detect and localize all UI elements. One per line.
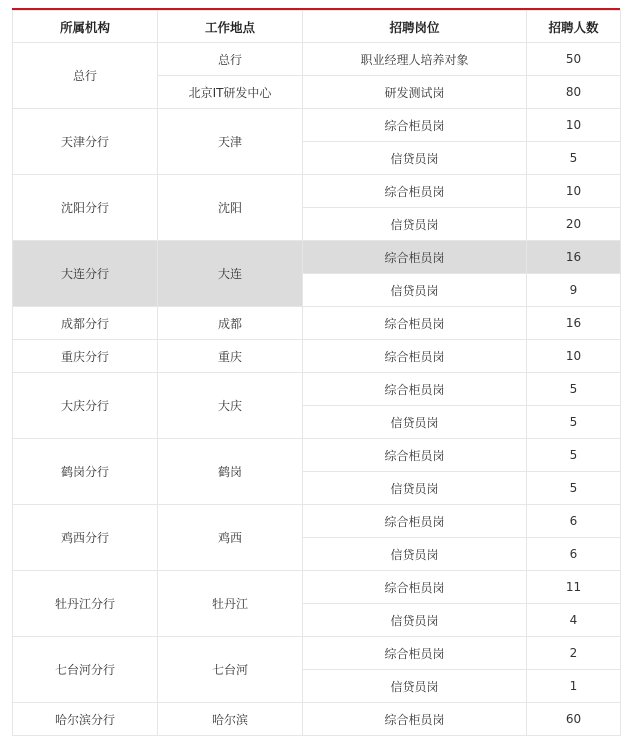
cell-count: 1 [527, 670, 621, 703]
cell-count: 5 [527, 142, 621, 175]
cell-count: 5 [527, 406, 621, 439]
cell-location: 成都 [158, 307, 303, 340]
recruitment-table-container [12, 8, 620, 736]
cell-count: 10 [527, 340, 621, 373]
cell-org: 大连分行 [13, 241, 158, 307]
cell-position: 信贷员岗 [303, 274, 527, 307]
cell-location: 总行 [158, 43, 303, 76]
cell-org: 大庆分行 [13, 373, 158, 439]
cell-position: 综合柜员岗 [303, 439, 527, 472]
cell-position: 综合柜员岗 [303, 307, 527, 340]
table-row [13, 241, 621, 274]
cell-count: 9 [527, 274, 621, 307]
cell-position: 信贷员岗 [303, 142, 527, 175]
cell-count: 16 [527, 307, 621, 340]
cell-location: 天津 [158, 109, 303, 175]
cell-position: 综合柜员岗 [303, 571, 527, 604]
cell-org: 鹤岗分行 [13, 439, 158, 505]
cell-org: 哈尔滨分行 [13, 703, 158, 736]
cell-position: 综合柜员岗 [303, 175, 527, 208]
cell-count: 6 [527, 505, 621, 538]
cell-count: 20 [527, 208, 621, 241]
cell-position: 信贷员岗 [303, 208, 527, 241]
cell-org: 天津分行 [13, 109, 158, 175]
cell-count: 5 [527, 472, 621, 505]
cell-location: 鹤岗 [158, 439, 303, 505]
cell-position: 信贷员岗 [303, 670, 527, 703]
cell-org: 鸡西分行 [13, 505, 158, 571]
cell-location: 重庆 [158, 340, 303, 373]
table-row [13, 307, 621, 340]
cell-location: 哈尔滨 [158, 703, 303, 736]
table-row [13, 109, 621, 142]
table-row [13, 637, 621, 670]
cell-org: 总行 [13, 43, 158, 109]
table-row [13, 175, 621, 208]
cell-position: 职业经理人培养对象 [303, 43, 527, 76]
cell-position: 综合柜员岗 [303, 373, 527, 406]
cell-count: 6 [527, 538, 621, 571]
table-row [13, 703, 621, 736]
cell-count: 11 [527, 571, 621, 604]
cell-count: 2 [527, 637, 621, 670]
cell-org: 七台河分行 [13, 637, 158, 703]
table-row [13, 571, 621, 604]
cell-count: 50 [527, 43, 621, 76]
header-count: 招聘人数 [527, 11, 621, 43]
cell-count: 5 [527, 439, 621, 472]
table-row [13, 505, 621, 538]
cell-position: 研发测试岗 [303, 76, 527, 109]
cell-position: 信贷员岗 [303, 604, 527, 637]
table-row [13, 340, 621, 373]
cell-location: 沈阳 [158, 175, 303, 241]
cell-position: 信贷员岗 [303, 406, 527, 439]
cell-position: 综合柜员岗 [303, 109, 527, 142]
cell-location: 大庆 [158, 373, 303, 439]
cell-org: 沈阳分行 [13, 175, 158, 241]
cell-count: 80 [527, 76, 621, 109]
table-row [13, 373, 621, 406]
cell-position: 综合柜员岗 [303, 505, 527, 538]
cell-position: 综合柜员岗 [303, 340, 527, 373]
header-location: 工作地点 [158, 11, 303, 43]
cell-position: 综合柜员岗 [303, 703, 527, 736]
cell-position: 综合柜员岗 [303, 241, 527, 274]
cell-org: 牡丹江分行 [13, 571, 158, 637]
cell-location: 鸡西 [158, 505, 303, 571]
cell-count: 10 [527, 175, 621, 208]
cell-location: 北京IT研发中心 [158, 76, 303, 109]
table-body [13, 43, 621, 736]
table-row [13, 43, 621, 76]
header-org: 所属机构 [13, 11, 158, 43]
cell-position: 综合柜员岗 [303, 637, 527, 670]
header-position: 招聘岗位 [303, 11, 527, 43]
recruitment-table [12, 10, 621, 736]
cell-count: 16 [527, 241, 621, 274]
cell-org: 重庆分行 [13, 340, 158, 373]
cell-location: 七台河 [158, 637, 303, 703]
cell-position: 信贷员岗 [303, 538, 527, 571]
cell-count: 4 [527, 604, 621, 637]
cell-count: 60 [527, 703, 621, 736]
cell-count: 5 [527, 373, 621, 406]
header-row [13, 11, 621, 43]
cell-count: 10 [527, 109, 621, 142]
cell-position: 信贷员岗 [303, 472, 527, 505]
cell-org: 成都分行 [13, 307, 158, 340]
table-row [13, 439, 621, 472]
cell-location: 大连 [158, 241, 303, 307]
cell-location: 牡丹江 [158, 571, 303, 637]
